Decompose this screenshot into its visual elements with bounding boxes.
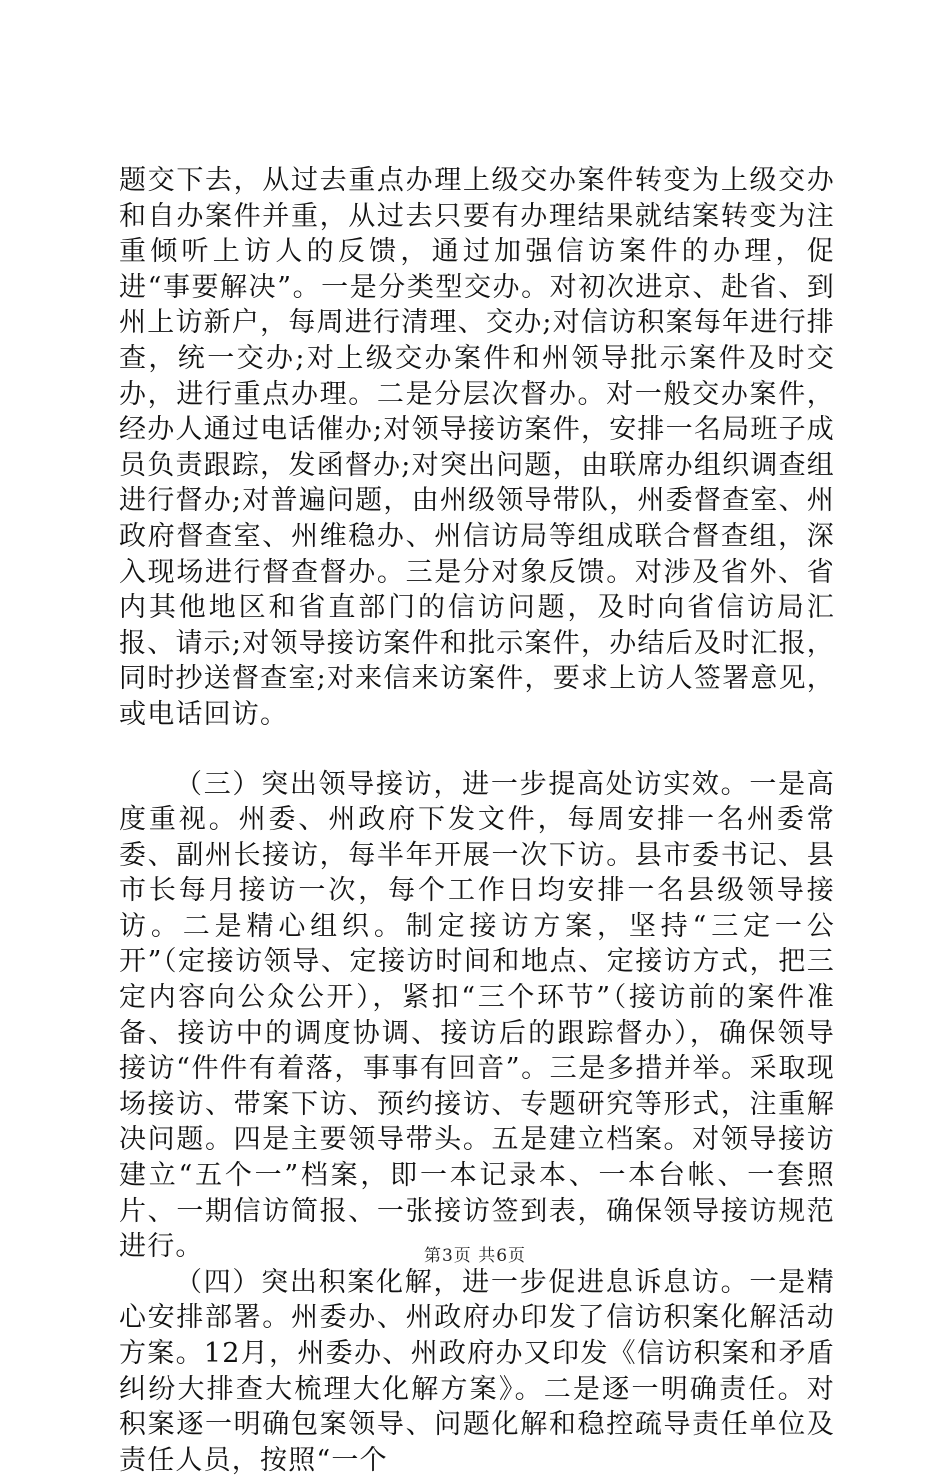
document-body — [119, 163, 835, 1478]
page-number-footer: 第3页 共6页 — [423, 1246, 527, 1266]
paragraph-continuation: 题交下去，从过去重点办理上级交办案件转变为上级交办和自办案件并重，从过去只要有办理结果就结案转变为注重倾听上访人的反馈，通过加强信访案件的办理，促进“事要解决”。一是分类型交办。对初次进京、赴省、到州上访新户，每周进行清理、交办;对信访积案每年进行排查，统一交办;对上级交办案件和州领导批示案件及时交办，进行重点办理。二是分层次督办。对一般交办案件，经办人通过电话催办;对领导接访案件，安排一名局班子成员负责跟踪，发函督办;对突出问题，由联席办组织调查组进行督办;对普遍问题，由州级领导带队，州委督查室、州政府督查室、州维稳办、州信访局等组成联合督查组，深入现场进行督查督办。三是分对象反馈。对涉及省外、省内其他地区和省直部门的信访问题，及时向省信访局汇报、请示;对领导接访案件和批示案件，办结后及时汇报，同时抄送督查室;对来信来访案件，要求上访人签署意见，或电话回访。 — [119, 165, 835, 730]
paragraph-section-3: （三）突出领导接访，进一步提高处访实效。一是高度重视。州委、州政府下发文件，每周安排一名州委常委、副州长接访，每半年开展一次下访。县市委书记、县市长每月接访一次，每个工作日均安排一名县级领导接访。二是精心组织。制定接访方案，坚持“三定一公开”（定接访领导、定接访时间和地点、定接访方式，把三定内容向公众公开），紧扣“三个环节”（接访前的案件准备、接访中的调度协调、接访后的跟踪督办），确保领导接访“件件有着落，事事有回音”。三是多措并举。采取现场接访、带案下访、预约接访、专题研究等形式，注重解决问题。四是主要领导带头。五是建立档案。对领导接访建立“五个一”档案，即一本记录本、一本台帐、一套照片、一期信访简报、一张接访签到表，确保领导接访规范进行。 — [119, 768, 835, 1263]
paragraph-spacer — [119, 733, 835, 767]
paragraph-section-4: （四）突出积案化解，进一步促进息诉息访。一是精心安排部署。州委办、州政府办印发了信访积案化解活动方案。12月，州委办、州政府办又印发《信访积案和矛盾纠纷大排查大梳理大化解方案》。二是逐一明确责任。对积案逐一明确包案领导、问题化解和稳控疏导责任单位及责任人员，按照“一个 — [119, 1266, 835, 1476]
